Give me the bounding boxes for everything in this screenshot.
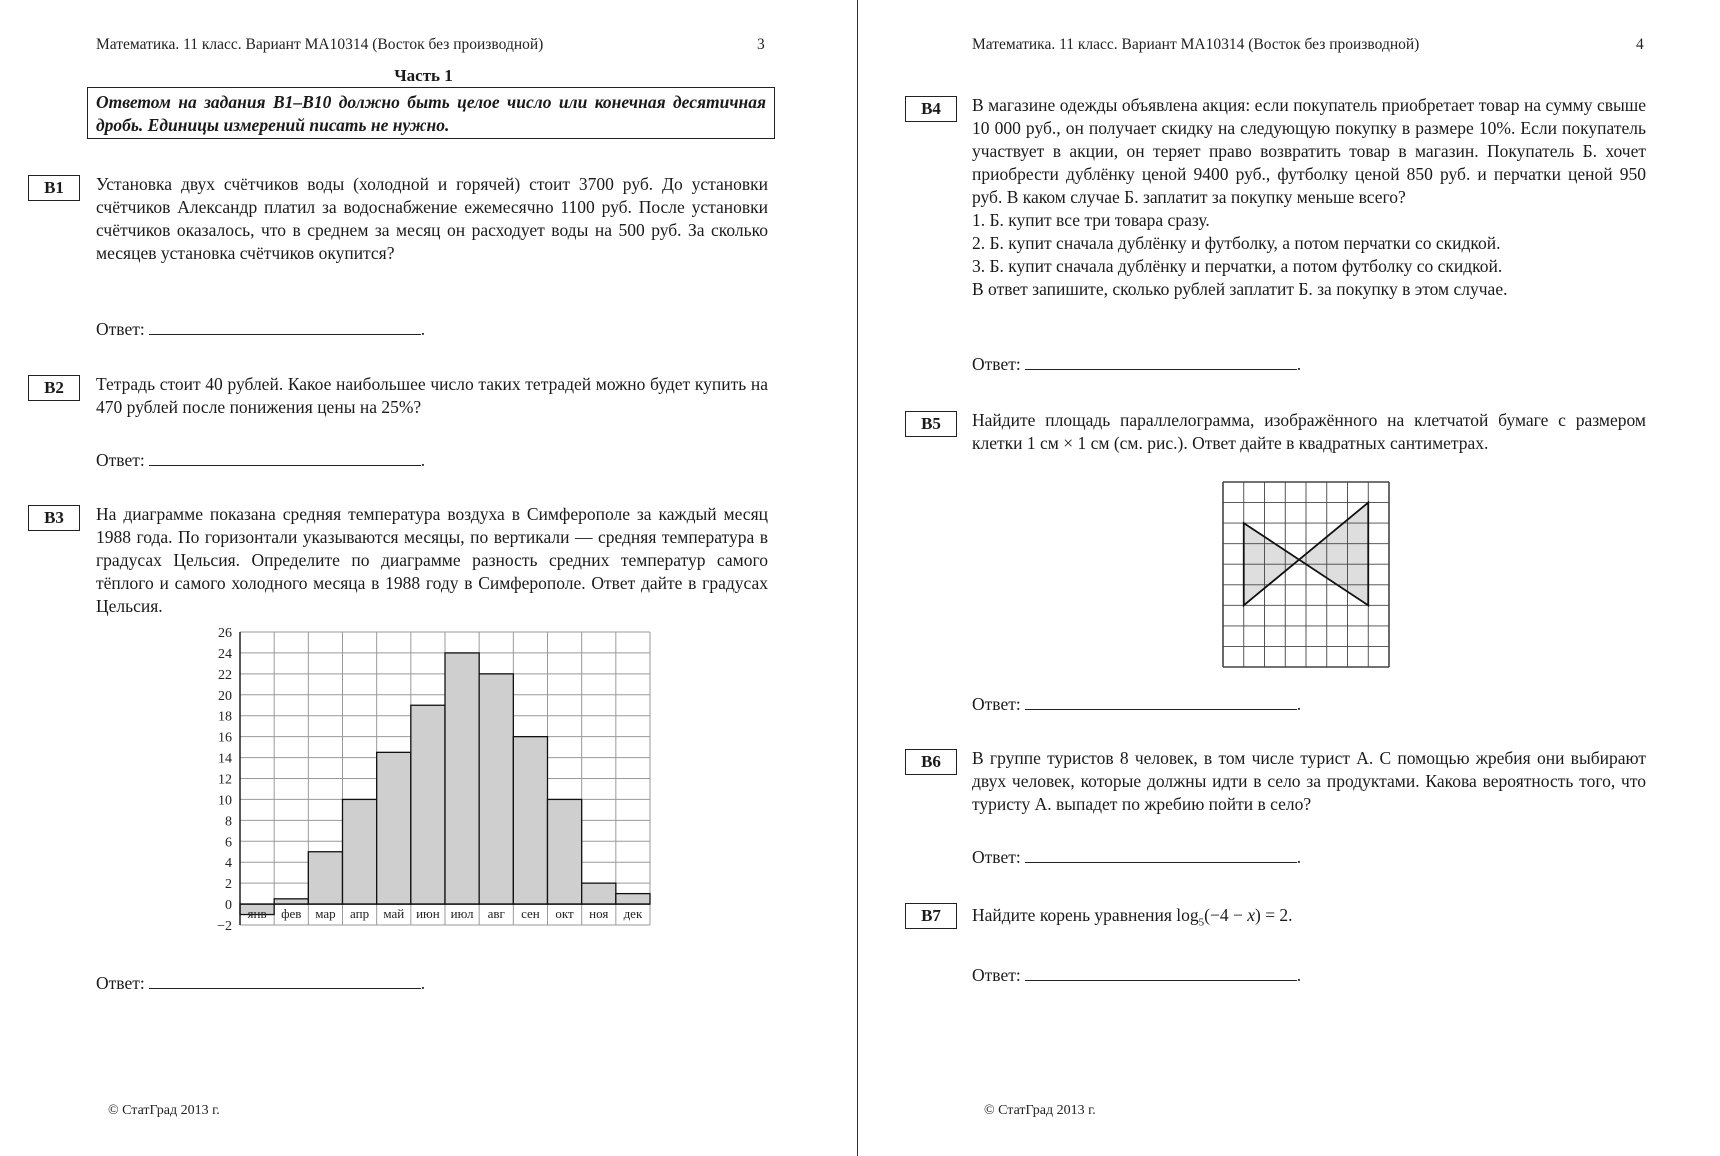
equation-rhs: = 2. xyxy=(1260,905,1293,925)
y-tick-label: 14 xyxy=(218,751,232,767)
log-func: log xyxy=(1176,905,1199,925)
log-base: 5 xyxy=(1198,916,1205,929)
page-right xyxy=(858,0,1720,1156)
x-tick-label: мар xyxy=(315,906,336,922)
y-tick-label: 6 xyxy=(225,835,232,851)
answer-label: Ответ: xyxy=(96,973,145,993)
equation xyxy=(1176,905,1293,929)
bar-июн xyxy=(411,705,445,904)
bar-авг xyxy=(479,674,513,904)
instruction-box: Ответом на задания В1–В10 должно быть целое число или конечная десятичная дробь. Единицы измерений писать не нужно. xyxy=(87,87,775,139)
bar-апр xyxy=(343,799,377,904)
task-label: B5 xyxy=(905,411,957,437)
y-tick-label: 0 xyxy=(225,898,232,914)
variable: x xyxy=(1247,905,1255,925)
task-body: В магазине одежды объявлена акция: если покупатель приобретает товар на сумму свыше 10 000 руб., он получает скидку на следующую покупку в размере 10%. Если покупатель участвует в акции, он теряет право возвратить товар в магазин. Покупатель Б. хочет приобрести дублёнку ценой 9400 руб., футболку ценой 850 руб. и перчатки ценой 950 руб. В каком случае Б. заплатит за покупку меньше всего? xyxy=(972,95,1646,207)
answer-field[interactable]: Ответ: . xyxy=(972,694,1302,714)
task-closing: В ответ запишите, сколько рублей заплатит Б. за покупку в этом случае. xyxy=(972,279,1508,299)
option-2: 2. Б. купит сначала дублёнку и футболку, а потом перчатки со скидкой. xyxy=(972,233,1501,253)
task-text: На диаграмме показана средняя температура воздуха в Симферополе за каждый месяц 1988 года. По горизонтали указываются месяцы, по вертикали — средняя температура в градусах Цельсия. Определите по диаграмме разность средних температур самого тёплого и самого холодного месяца в 1988 году в Симферополе. Ответ дайте в градусах Цельсия. xyxy=(96,504,768,616)
y-tick-label: 24 xyxy=(218,646,232,662)
x-tick-label: янв xyxy=(247,906,267,922)
y-tick-label: 8 xyxy=(225,814,232,830)
task-text: Тетрадь стоит 40 рублей. Какое наибольшее число таких тетрадей можно будет купить на 470 рублей после понижения цены на 25%? xyxy=(96,374,768,417)
task-label: B3 xyxy=(28,505,80,531)
answer-input[interactable] xyxy=(1025,692,1297,710)
bar-май xyxy=(377,752,411,904)
x-tick-label: окт xyxy=(555,906,574,922)
y-tick-label: 10 xyxy=(218,793,232,809)
task-label: B6 xyxy=(905,749,957,775)
answer-input[interactable] xyxy=(1025,352,1297,370)
x-tick-label: май xyxy=(383,906,405,922)
bar-сен xyxy=(513,737,547,904)
task-text xyxy=(972,904,1646,935)
answer-input[interactable] xyxy=(149,317,421,335)
x-tick-label: июл xyxy=(450,906,474,922)
y-tick-label: 12 xyxy=(218,772,232,788)
answer-field[interactable]: Ответ: . xyxy=(96,973,426,993)
temperature-chart xyxy=(190,620,670,945)
answer-field[interactable]: Ответ: . xyxy=(972,847,1302,867)
footer: © СтатГрад 2013 г. xyxy=(108,1103,220,1118)
y-tick-label: 4 xyxy=(225,856,232,872)
x-tick-label: фев xyxy=(281,906,302,922)
answer-label: Ответ: xyxy=(96,450,145,470)
answer-input[interactable] xyxy=(149,448,421,466)
footer: © СтатГрад 2013 г. xyxy=(984,1103,1096,1118)
answer-field[interactable]: Ответ: . xyxy=(96,319,426,339)
x-tick-label: сен xyxy=(521,906,540,922)
task-text xyxy=(972,94,1646,301)
x-tick-label: дек xyxy=(623,906,643,922)
y-tick-label: 18 xyxy=(218,709,232,725)
bar-дек xyxy=(616,894,650,904)
task-text: В группе туристов 8 человек, в том числе турист А. С помощью жребия они выбирают двух человек, которые должны идти в село за продуктами. Какова вероятность того, что туристу А. выпадет по жребию пойти в село? xyxy=(972,748,1646,814)
y-tick-label: 22 xyxy=(218,667,232,683)
task-label: B7 xyxy=(905,903,957,929)
answer-label: Ответ: xyxy=(972,354,1021,374)
answer-field[interactable]: Ответ: . xyxy=(972,354,1302,374)
task-text: Найдите площадь параллелограмма, изображённого на клетчатой бумаге с размером клетки 1 см × 1 см (см. рис.). Ответ дайте в квадратных сантиметрах. xyxy=(972,410,1646,453)
x-tick-label: июн xyxy=(416,906,440,922)
answer-label: Ответ: xyxy=(972,694,1021,714)
option-3: 3. Б. купит сначала дублёнку и перчатки, а потом футболку со скидкой. xyxy=(972,256,1503,276)
answer-label: Ответ: xyxy=(972,965,1021,985)
answer-input[interactable] xyxy=(149,971,421,989)
answer-input[interactable] xyxy=(1025,845,1297,863)
task-text: Установка двух счётчиков воды (холодной и горячей) стоит 3700 руб. До установки счётчиков Александр платил за водоснабжение ежемесячно 1100 руб. После установки счётчиков оказалось, что в среднем за месяц он расходует воды на 500 руб. За сколько месяцев установка счётчиков окупится? xyxy=(96,174,768,263)
answer-label: Ответ: xyxy=(972,847,1021,867)
parallelogram-figure xyxy=(1222,481,1390,668)
running-head: Математика. 11 класс. Вариант МА10314 (Восток без производной) xyxy=(96,36,544,53)
answer-field[interactable]: Ответ: . xyxy=(96,450,426,470)
x-tick-label: авг xyxy=(487,906,505,922)
answer-field[interactable]: Ответ: . xyxy=(972,965,1302,985)
task-label: B2 xyxy=(28,375,80,401)
task-label: B1 xyxy=(28,175,80,201)
bar-окт xyxy=(548,799,582,904)
x-tick-label: ноя xyxy=(589,906,609,922)
running-head: Математика. 11 класс. Вариант МА10314 (Восток без производной) xyxy=(972,36,1420,53)
answer-input[interactable] xyxy=(1025,963,1297,981)
y-tick-label: 2 xyxy=(225,877,232,893)
y-tick-label: −2 xyxy=(217,919,232,934)
bar-ноя xyxy=(582,883,616,904)
log-arg-open: (−4 − xyxy=(1204,905,1248,925)
part-title: Часть 1 xyxy=(394,66,453,85)
y-tick-label: 26 xyxy=(218,626,232,641)
answer-label: Ответ: xyxy=(96,319,145,339)
y-tick-label: 20 xyxy=(218,688,232,704)
bar-мар xyxy=(308,852,342,904)
page-number: 4 xyxy=(1636,36,1644,53)
bar-июл xyxy=(445,653,479,904)
page-left xyxy=(0,0,857,1156)
bar-фев xyxy=(274,899,308,904)
task-label: B4 xyxy=(905,96,957,122)
task-prefix: Найдите корень уравнения xyxy=(972,905,1177,925)
x-tick-label: апр xyxy=(350,906,370,922)
y-tick-label: 16 xyxy=(218,730,232,746)
log-arg-close: ) xyxy=(1254,905,1261,925)
page-number: 3 xyxy=(757,36,765,53)
option-1: 1. Б. купит все три товара сразу. xyxy=(972,210,1210,230)
